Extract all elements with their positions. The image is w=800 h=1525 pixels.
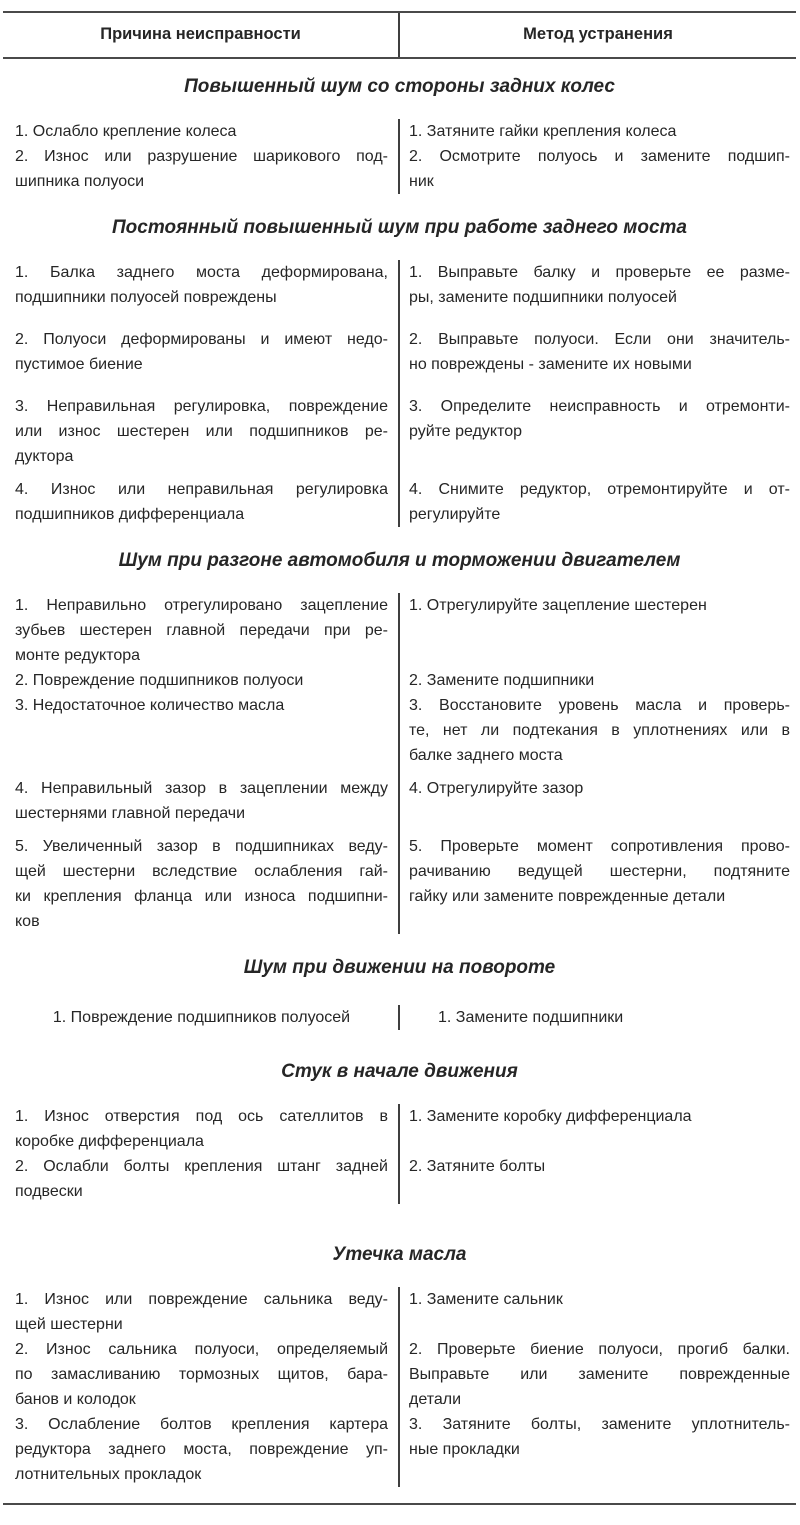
cause-header-cell: Причина неисправности [100, 25, 301, 43]
text-line: гайку или замените поврежденные детали [409, 888, 726, 905]
text-line: или износ шестерен или подшипников ре- [15, 423, 388, 440]
text-line: редуктора заднего моста, повреждение уп- [15, 1441, 388, 1458]
section-block [3, 995, 796, 1044]
text-line: 3. Затяните болты, замените уплотнитель- [409, 1416, 790, 1433]
text-line: 3. Определите неисправность и отремонти- [409, 398, 790, 415]
cause-cell [3, 693, 398, 776]
cause-cell [3, 1287, 398, 1337]
table-row [3, 668, 796, 693]
text-line: лотнительных прокладок [15, 1466, 202, 1483]
table-row [3, 834, 796, 934]
text-line: ные прокладки [409, 1441, 520, 1458]
method-cell [398, 260, 796, 327]
method-header-cell: Метод устранения [398, 13, 796, 57]
section-heading: Утечка масла [332, 1244, 467, 1265]
text-line: 1. Износ отверстия под ось сателлитов в [15, 1108, 388, 1125]
section-block [3, 255, 796, 533]
text-line: 1. Балка заднего моста деформирована, [15, 264, 388, 281]
method-cell [398, 834, 796, 934]
method-cell [398, 1287, 796, 1337]
cause-cell [3, 593, 398, 668]
method-cell [398, 327, 796, 394]
cause-cell [3, 260, 398, 327]
text-line: 3. Неправильная регулировка, повреждение [15, 398, 388, 415]
section [3, 215, 796, 533]
table-row [3, 1000, 796, 1038]
text-line: шестернями главной передачи [15, 805, 246, 822]
text-line: 2. Выправьте полуоси. Если они значитель- [409, 331, 790, 348]
text-line: 2. Затяните болты [409, 1158, 546, 1175]
section-heading: Постоянный повышенный шум при работе заднего моста [112, 217, 687, 238]
cause-cell [3, 1337, 398, 1412]
text-line: ки крепления фланца или износа подшипни- [15, 888, 388, 905]
text-line: 4. Неправильный зазор в зацеплении между [15, 780, 388, 797]
text-line: по замасливанию тормозных щитов, бара- [15, 1366, 388, 1383]
section-heading: Повышенный шум со стороны задних колес [184, 76, 615, 97]
cause-cell [3, 327, 398, 394]
text-line: 3. Недостаточное количество масла [15, 697, 285, 714]
method-cell [398, 693, 796, 776]
method-cell [398, 1412, 796, 1487]
text-line: коробке дифференциала [15, 1133, 204, 1150]
text-line: 1. Отрегулируйте зацепление шестерен [409, 597, 707, 614]
section [3, 74, 796, 200]
text-line: дуктора [15, 448, 74, 465]
cause-cell [3, 668, 398, 693]
text-line: 1. Неправильно отрегулировано зацепление [15, 597, 388, 614]
table-row [3, 477, 796, 527]
cause-cell [3, 1154, 398, 1204]
table-row [3, 1154, 796, 1204]
table-row [3, 327, 796, 394]
method-cell [398, 776, 796, 834]
text-line: 1. Выправьте балку и проверьте ее разме- [409, 264, 790, 281]
text-line: 4. Износ или неправильная регулировка [15, 481, 388, 498]
section-heading: Стук в начале движения [281, 1061, 518, 1082]
text-line: 2. Замените подшипники [409, 672, 595, 689]
sections [3, 74, 796, 1493]
table-row [3, 693, 796, 776]
table-row [3, 260, 796, 327]
text-line: 2. Повреждение подшипников полуоси [15, 672, 304, 689]
text-line: шипника полуоси [15, 173, 145, 190]
text-line: 1. Повреждение подшипников полуосей [52, 1009, 351, 1026]
cause-cell [3, 119, 398, 144]
text-line: 4. Снимите редуктор, отремонтируйте и от- [409, 481, 790, 498]
text-line: подшипников дифференциала [15, 506, 245, 523]
text-line: 2. Проверьте биение полуоси, прогиб балки. [409, 1341, 790, 1358]
text-line: щей шестерни вследствие ослабления гай- [15, 863, 388, 880]
text-line: 1. Замените сальник [409, 1291, 563, 1308]
section [3, 1242, 796, 1493]
cause-cell [3, 834, 398, 934]
section-block [3, 1282, 796, 1493]
text-line: детали [409, 1391, 462, 1408]
table-row [3, 1104, 796, 1154]
section-heading: Шум при движении на повороте [243, 957, 556, 978]
text-line: подвески [15, 1183, 83, 1200]
text-line: 1. Замените коробку дифференциала [409, 1108, 692, 1125]
text-line: щей шестерни [15, 1316, 123, 1333]
text-line: монте редуктора [15, 647, 141, 664]
table-row [3, 144, 796, 194]
text-line: Выправьте или замените поврежденные [409, 1366, 790, 1383]
method-cell [398, 1104, 796, 1154]
text-line: ков [15, 913, 40, 930]
text-line: 1. Износ или повреждение сальника веду- [15, 1291, 388, 1308]
table-header [3, 13, 796, 59]
horizontal-rule-bottom [3, 1503, 796, 1505]
text-line: те, нет ли подтекания в уплотнениях или в [409, 722, 790, 739]
text-line: 3. Восстановите уровень масла и проверь- [409, 697, 790, 714]
section [3, 955, 796, 1044]
text-line: 1. Затяните гайки крепления колеса [409, 123, 677, 140]
method-cell [398, 477, 796, 527]
table-row [3, 119, 796, 144]
cause-cell [3, 1412, 398, 1487]
table-row [3, 1287, 796, 1337]
method-cell [398, 394, 796, 477]
cause-cell [3, 1005, 398, 1030]
section [3, 548, 796, 940]
text-line: 2. Полуоси деформированы и имеют недо- [15, 331, 388, 348]
method-cell [398, 593, 796, 668]
text-line: банов и колодок [15, 1391, 136, 1408]
method-cell [398, 1337, 796, 1412]
text-line: пустимое биение [15, 356, 143, 373]
table-row [3, 1412, 796, 1487]
text-line: 2. Ослабли болты крепления штанг задней [15, 1158, 388, 1175]
method-cell [398, 668, 796, 693]
text-line: 3. Ослабление болтов крепления картера [15, 1416, 388, 1433]
method-cell [398, 1154, 796, 1204]
section [3, 1059, 796, 1210]
text-line: балке заднего моста [409, 747, 563, 764]
text-line: 1. Замените подшипники [438, 1009, 624, 1026]
text-line: руйте редуктор [409, 423, 523, 440]
text-line: 2. Износ или разрушение шарикового под- [15, 148, 388, 165]
text-line: ник [409, 173, 434, 190]
text-line: но повреждены - замените их новыми [409, 356, 692, 373]
method-cell [398, 1005, 796, 1030]
table-row [3, 1337, 796, 1412]
text-line: рачиванию ведущей шестерни, подтяните [409, 863, 790, 880]
text-line: ры, замените подшипники полуосей [409, 289, 677, 306]
section-block [3, 114, 796, 200]
table-row [3, 776, 796, 834]
text-line: 2. Осмотрите полуось и замените подшип- [409, 148, 790, 165]
section-block [3, 588, 796, 940]
text-line: 5. Проверьте момент сопротивления прово- [409, 838, 790, 855]
cause-cell [3, 1104, 398, 1154]
cause-cell [3, 776, 398, 834]
cause-cell [3, 144, 398, 194]
method-cell [398, 119, 796, 144]
section-heading: Шум при разгоне автомобиля и торможении двигателем [118, 550, 681, 571]
text-line: 5. Увеличенный зазор в подшипниках веду- [15, 838, 388, 855]
text-line: регулируйте [409, 506, 501, 523]
table-row [3, 394, 796, 477]
text-line: зубьев шестерен главной передачи при ре- [15, 622, 388, 639]
section-block [3, 1099, 796, 1210]
method-cell [398, 144, 796, 194]
text-line: 2. Износ сальника полуоси, определяемый [15, 1341, 388, 1358]
text-line: подшипники полуосей повреждены [15, 289, 277, 306]
text-line: 4. Отрегулируйте зазор [409, 780, 584, 797]
text-line: 1. Ослабло крепление колеса [15, 123, 237, 140]
cause-cell [3, 394, 398, 477]
cause-cell [3, 477, 398, 527]
table-row [3, 593, 796, 668]
